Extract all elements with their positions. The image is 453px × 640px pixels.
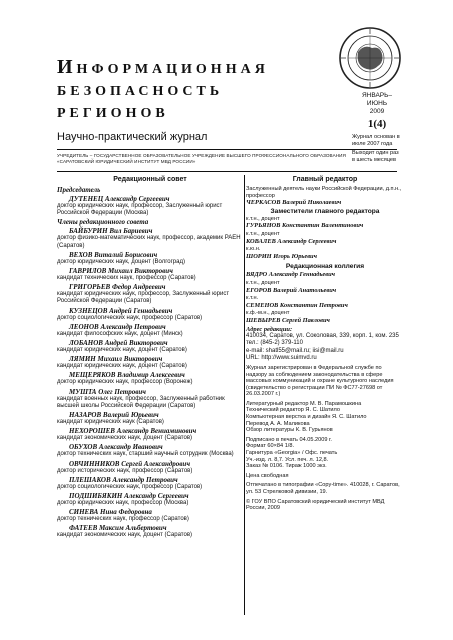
editorial-council [57, 175, 243, 541]
price-note: Цена свободная [246, 472, 289, 479]
deputy-name: КОВАЛЕВ Александр Сергеевич [246, 237, 337, 245]
council-heading: Редакционный совет [113, 176, 187, 183]
deputy-title: к.т.н., доцент [246, 215, 280, 222]
council-member [57, 524, 243, 539]
deputy-entry [246, 246, 404, 260]
member-desc: кандидат юридических наук, доцент (Саратов) [57, 363, 187, 370]
print-line: Подписано в печать 04.05.2009 г. [246, 436, 332, 443]
member-name: НАЗАРОВ Валерий Юрьевич [69, 411, 159, 420]
member-name: МЕЩЕРЯКОВ Владимир Алексеевич [69, 371, 185, 380]
board-heading: Редакционная коллегия [285, 263, 365, 271]
header-rule-bottom [57, 171, 397, 172]
member-desc: доктор физико-математических наук, профессор, академик РАЕН (Саратов) [57, 235, 241, 249]
address-line: URL: http://www.suimvd.ru [246, 354, 317, 361]
member-desc: кандидат юридических наук (Саратов) [57, 419, 164, 426]
chair-role: Председатель [57, 186, 101, 194]
chief-editor-heading: Главный редактор [292, 176, 358, 183]
council-member [57, 227, 243, 249]
board-entry [246, 295, 404, 309]
member-name: ПОДШИБЯКИН Александр Сергеевич [69, 492, 189, 501]
copyright-note: © ГОУ ВПО Саратовский юридический институт МВД России, 2009 [246, 498, 385, 512]
board-name: ЕГОРОВ Валерий Анатольевич [246, 286, 337, 294]
founder-statement: УЧРЕДИТЕЛЬ – ГОСУДАРСТВЕННОЕ ОБРАЗОВАТЕЛЬНОЕ УЧРЕЖДЕНИЕ ВЫСШЕГО ПРОФЕССИОНАЛЬНОГО ОБРАЗОВАНИЯ «САРАТОВСКИЙ ЮРИДИЧЕСКИЙ ИНСТИТУТ МВД РОССИИ» [57, 153, 346, 164]
issue-info [352, 92, 402, 163]
council-member [57, 339, 243, 354]
member-name: ЛОБАНОВ Андрей Викторович [69, 339, 168, 348]
member-desc: кандидат технических наук, профессор (Саратов) [57, 275, 196, 282]
member-desc: доктор социологических наук, профессор (Саратов) [57, 483, 203, 490]
chief-editor-title: Заслуженный деятель науки Российской Федерации, д.п.н., профессор [246, 186, 402, 199]
council-member [57, 443, 243, 458]
issue-founded: Журнал основан в июле 2007 года [352, 134, 400, 147]
issue-year: 2009 [369, 108, 385, 115]
member-desc: доктор юридических наук, профессор, Заслуженный юрист Российской Федерации (Москва) [57, 203, 223, 217]
address-line: 410034, Саратов, ул. Соколовая, 339, корп. 1, ком. 235 [246, 333, 399, 340]
council-member [57, 508, 243, 523]
board-title: к.т.н., доцент [246, 279, 280, 286]
member-desc: доктор юридических наук, профессор (Воронеж) [57, 379, 193, 386]
member-desc: доктор исторических наук, профессор (Саратов) [57, 467, 193, 474]
council-member [57, 355, 243, 370]
members-role: Члены редакционного совета [57, 218, 149, 227]
member-name: ГРИГОРЬЕВ Федор Андреевич [69, 283, 166, 292]
board-name: ШЕВЫРЕВ Сергей Павлович [246, 316, 330, 324]
council-member [57, 460, 243, 475]
council-member [57, 267, 243, 282]
address-line: тел.: (845-2) 379-110 [246, 340, 303, 347]
journal-seal-logo [338, 26, 402, 90]
member-name: ЛЯМИН Михаил Викторович [69, 355, 163, 364]
member-name: ОБУХОВ Александр Иванович [69, 443, 163, 452]
credit-line: Технический редактор Я. С. Шатило [246, 407, 340, 414]
member-name: ПЛЕШАКОВ Александр Петрович [69, 475, 178, 484]
council-member [57, 476, 243, 491]
member-desc: доктор юридических наук, профессор (Москва) [57, 500, 189, 507]
member-desc: кандидат юридических наук, профессор, Заслуженный юрист Российской Федерации (Саратов) [57, 291, 230, 305]
deputies-list [246, 216, 404, 261]
address-line: e-mail: shatl55@mail.ru; iisi@mail.ru [246, 347, 344, 354]
member-desc: кандидат военных наук, профессор, Заслуженный работник высшей школы Российской Федерации (Саратов) [57, 395, 225, 409]
board-name: ВЯДРО Александр Геннадьевич [246, 271, 336, 279]
member-name: МУШТА Олег Петрович [69, 387, 146, 396]
member-desc: кандидат философских наук, доцент (Минск) [57, 330, 183, 337]
member-desc: доктор юридических наук, доцент (Волгоград) [57, 258, 185, 265]
member-name: СИНЕВА Нина Федоровна [69, 508, 152, 517]
member-desc: доктор социологических наук, профессор (Саратов) [57, 314, 203, 321]
board-title: к.ф.-м.н., доцент [246, 310, 290, 317]
deputy-title: к.ю.н. [246, 246, 261, 253]
deputy-name: ГУРЬЯНОВ Константин Валентинович [246, 222, 364, 230]
credit-line: Обзор литературы К. В. Гурьянов [246, 427, 333, 434]
board-entry [246, 271, 404, 279]
council-member [57, 411, 243, 426]
deputy-entry [246, 216, 404, 230]
registration-note: Журнал зарегистрирован в Федеральной службе по надзору за соблюдением законодательства в сфере массовых коммуникаций и охране культурного наследия (свидетельство о регистрации ПИ № ФС77-27698 от 26.03.2007 г.) [246, 364, 394, 398]
council-member [57, 307, 243, 322]
board-name: СЕМЕНОВ Константин Петрович [246, 301, 348, 309]
title-line-3: регионов [57, 100, 169, 122]
deputy-title: к.т.н., доцент [246, 230, 280, 237]
editorial-staff [246, 175, 404, 512]
member-name: ДУТЕНЕЦ Александр Сергеевич [69, 195, 170, 203]
credits-list [246, 401, 404, 434]
member-desc: кандидат экономических наук, доцент (Саратов) [57, 435, 192, 442]
board-title: к.т.н. [246, 295, 259, 302]
print-line: Заказ № 0106. Тираж 1000 экз. [246, 463, 327, 470]
credit-line: Компьютерная верстка и дизайн Я. С. Шатило [246, 414, 367, 421]
member-name: ВЕХОВ Виталий Борисович [69, 250, 158, 259]
address-lines [246, 333, 404, 362]
member-name: НЕХОРОШЕВ Александр Вениаминович [69, 427, 197, 436]
print-line: Гарнитура «Georgia» / Офс. печать [246, 450, 338, 457]
header-rule-top [57, 149, 397, 150]
journal-subtitle: Научно-практический журнал [57, 131, 208, 143]
board-entry [246, 310, 404, 324]
issue-number: 1(4) [367, 118, 387, 130]
council-member [57, 371, 243, 386]
print-line: Формат 60×84 1/8. [246, 443, 295, 450]
member-desc: кандидат юридических наук, доцент (Саратов) [57, 347, 187, 354]
title-line-1: Информационная [57, 56, 269, 78]
member-desc: кандидат экономических наук, доцент (Саратов) [57, 532, 192, 539]
deputy-name: ШОРИН Игорь Юрьевич [246, 252, 317, 260]
board-entry [246, 280, 404, 294]
member-name: КУЗНЕЦОВ Андрей Геннадьевич [69, 306, 173, 315]
issue-frequency: Выходит один раз в шесть месяцев [352, 150, 399, 163]
credit-line: Литературный редактор М. В. Парамошкина [246, 400, 362, 407]
print-info [246, 437, 404, 470]
member-desc: доктор технических наук, профессор (Саратов) [57, 516, 189, 523]
member-name: БАЙБУРИН Вил Бариевич [69, 227, 153, 236]
member-name: ГАВРИЛОВ Михаил Викторович [69, 267, 173, 276]
member-name: ОВЧИННИКОВ Сергей Александрович [69, 459, 190, 468]
issue-period: ЯНВАРЬ–ИЮНЬ [361, 92, 393, 107]
print-line: Уч.-изд. л. 8,7. Усл. печ. л. 12,8. [246, 456, 329, 463]
credit-line: Перевод А. А. Маликова [246, 420, 310, 427]
member-name: ФАТЕЕВ Максим Альбертович [69, 524, 167, 533]
council-member [57, 427, 243, 442]
council-member [57, 388, 243, 410]
deputy-entry [246, 231, 404, 245]
member-desc: доктор технических наук, старший научный сотрудник (Москва) [57, 451, 234, 458]
column-divider [244, 175, 245, 615]
council-member [57, 323, 243, 338]
council-members-list [57, 227, 243, 539]
council-member [57, 492, 243, 507]
chief-editor-name: ЧЕРКАСОВ Валерий Николаевич [246, 199, 342, 207]
council-member [57, 251, 243, 266]
printing-house: Отпечатано в типографии «Copy-time». 410028, г. Саратов, ул. 53 Стрелковой дивизии, 19. [246, 482, 400, 495]
board-list [246, 271, 404, 324]
council-chair [57, 195, 243, 217]
deputies-heading: Заместители главного редактора [270, 207, 380, 215]
member-name: ЛЕОНОВ Александр Петрович [69, 322, 166, 331]
title-line-2: безопасность [57, 78, 224, 100]
council-member [57, 283, 243, 305]
journal-title [57, 56, 347, 122]
address-heading: Адрес редакции: [246, 325, 293, 333]
